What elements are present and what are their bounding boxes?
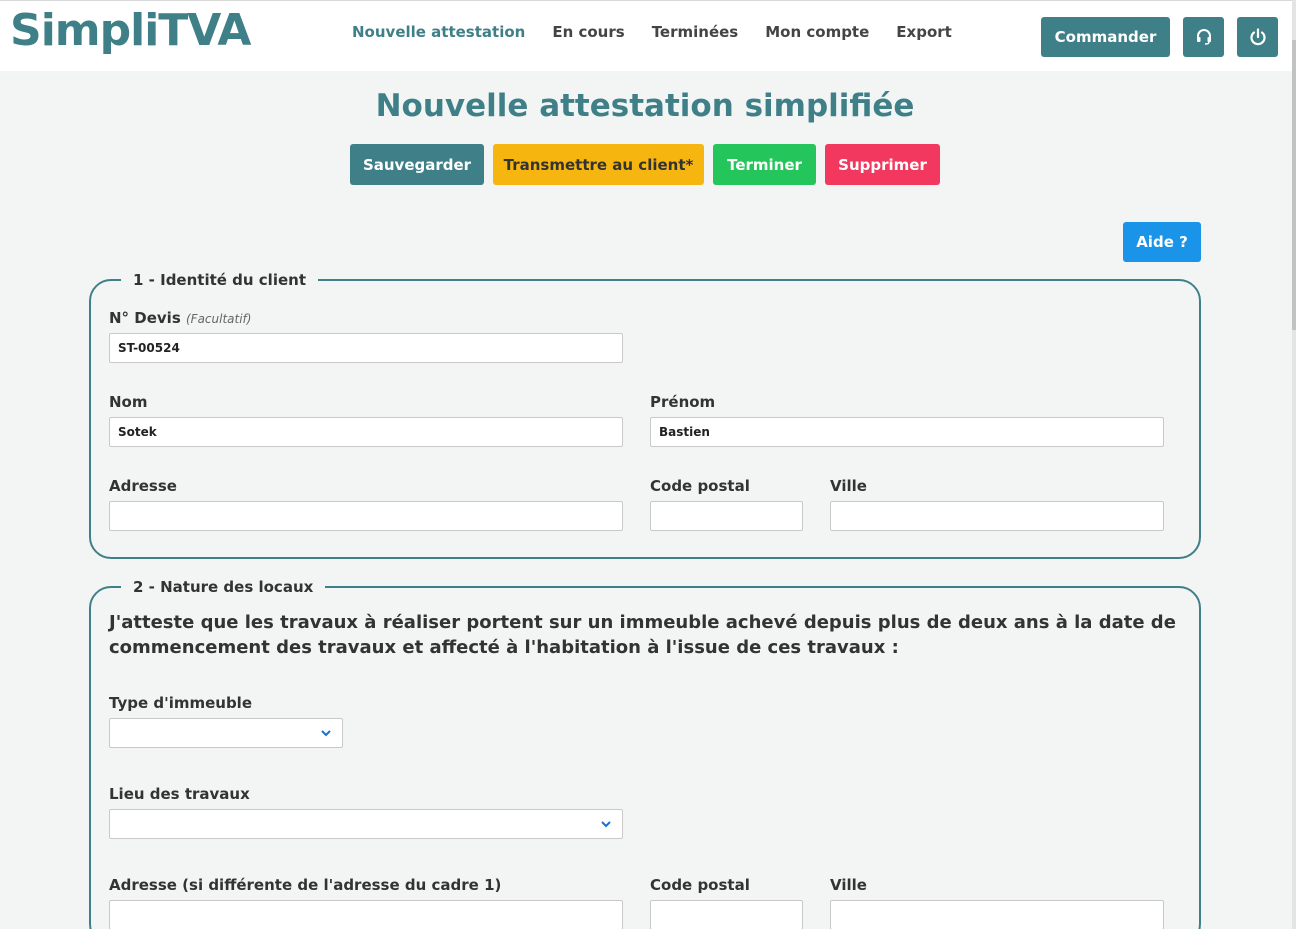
section-legend: 1 - Identité du client: [121, 270, 318, 290]
devis-label-text: N° Devis: [109, 309, 181, 327]
code-postal-travaux-input[interactable]: [650, 900, 803, 929]
type-immeuble-select[interactable]: [109, 718, 343, 748]
page-title: Nouvelle attestation simplifiée: [375, 88, 915, 124]
nav-mon-compte[interactable]: Mon compte: [765, 23, 870, 41]
support-button[interactable]: [1183, 17, 1224, 57]
premises-nature-section: [89, 578, 1201, 929]
nav-en-cours[interactable]: En cours: [552, 23, 625, 41]
ville-label: Ville: [830, 477, 867, 495]
adresse-travaux-input[interactable]: [109, 900, 623, 929]
adresse-input[interactable]: [109, 501, 623, 531]
devis-optional-hint: (Facultatif): [185, 312, 252, 326]
section-legend: 2 - Nature des locaux: [121, 577, 325, 597]
code-postal-label: Code postal: [650, 477, 750, 495]
nav-nouvelle-attestation[interactable]: Nouvelle attestation: [352, 23, 526, 41]
ville-input[interactable]: [830, 501, 1164, 531]
chevron-down-icon: [600, 818, 612, 830]
top-header: [0, 0, 1296, 71]
adresse-label: Adresse: [109, 477, 177, 495]
nav-export[interactable]: Export: [896, 23, 952, 41]
help-button[interactable]: Aide ?: [1123, 222, 1201, 262]
nav-terminees[interactable]: Terminées: [651, 23, 739, 41]
adresse-travaux-label: Adresse (si différente de l'adresse du cadre 1): [109, 876, 502, 894]
scrollbar-thumb[interactable]: [1292, 40, 1296, 330]
code-postal-travaux-label: Code postal: [650, 876, 750, 894]
logout-button[interactable]: [1237, 17, 1278, 57]
nom-input[interactable]: Sotek: [109, 417, 623, 447]
prenom-input[interactable]: Bastien: [650, 417, 1164, 447]
lieu-travaux-select[interactable]: [109, 809, 623, 839]
lieu-travaux-label: Lieu des travaux: [109, 785, 250, 803]
delete-button[interactable]: Supprimer: [825, 144, 940, 185]
devis-label: [109, 309, 251, 327]
code-postal-input[interactable]: [650, 501, 803, 531]
client-identity-section: [89, 271, 1201, 559]
type-immeuble-label: Type d'immeuble: [109, 694, 252, 712]
chevron-down-icon: [320, 727, 332, 739]
prenom-label: Prénom: [650, 393, 716, 411]
send-to-client-button[interactable]: Transmettre au client*: [493, 144, 704, 185]
finish-button[interactable]: Terminer: [713, 144, 816, 185]
nom-label: Nom: [109, 393, 148, 411]
attestation-statement: J'atteste que les travaux à réaliser portent sur un immeuble achevé depuis plus de deux ans à la date de commencement des travaux et affecté à l'habitation à l'issue de ces travaux :: [109, 612, 1176, 658]
ville-travaux-input[interactable]: [830, 900, 1164, 929]
devis-input[interactable]: ST-00524: [109, 333, 623, 363]
scrollbar[interactable]: [1292, 0, 1296, 929]
ville-travaux-label: Ville: [830, 876, 867, 894]
order-button[interactable]: Commander: [1041, 17, 1170, 57]
main-nav: [352, 23, 979, 41]
headset-icon: [1194, 27, 1214, 47]
save-button[interactable]: Sauvegarder: [350, 144, 484, 185]
power-icon: [1248, 27, 1268, 47]
logo[interactable]: SimpliTVA: [10, 5, 251, 56]
